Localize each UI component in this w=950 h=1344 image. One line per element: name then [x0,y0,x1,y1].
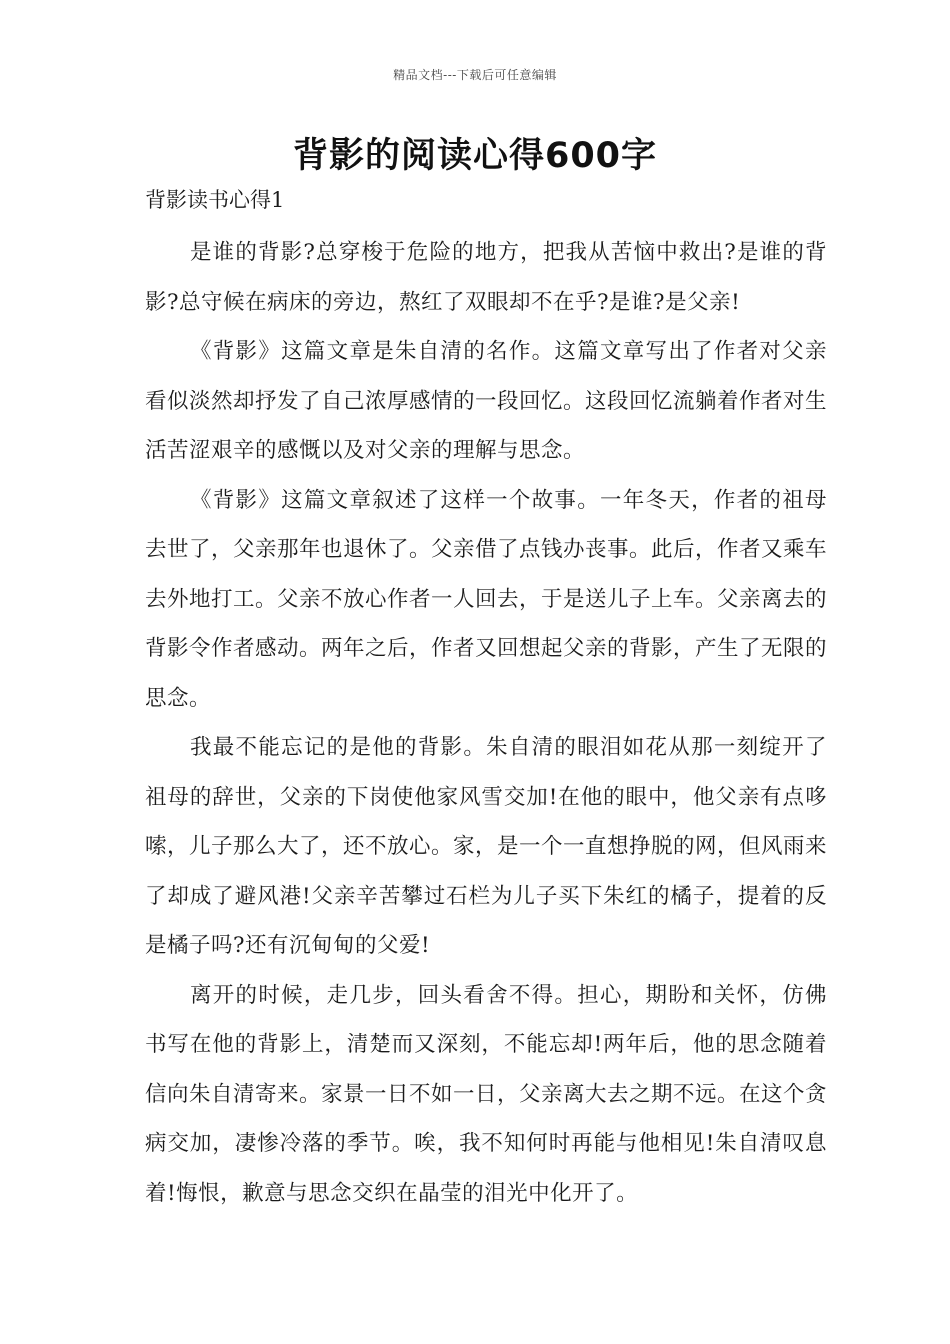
paragraph-3: 《背影》这篇文章叙述了这样一个故事。一年冬天，作者的祖母去世了，父亲那年也退休了。父亲借了点钱办丧事。此后，作者又乘车去外地打工。父亲不放心作者一人回去，于是送儿子上车。父亲离去的背影令作者感动。两年之后，作者又回想起父亲的背影，产生了无限的思念。 [145,487,828,711]
paragraph-1: 是谁的背影?总穿梭于危险的地方，把我从苦恼中救出?是谁的背影?总守候在病床的旁边，熬红了双眼却不在乎?是谁?是父亲! [145,240,827,315]
paragraph-2: 《背影》这篇文章是朱自清的名作。这篇文章写出了作者对父亲看似淡然却抒发了自己浓厚感情的一段回忆。这段回忆流躺着作者对生活苦涩艰辛的感慨以及对父亲的理解与思念。 [145,339,828,463]
article-body [145,228,827,1218]
page-header: 精品文档---下载后可任意编辑 [393,68,557,82]
paragraph-4: 我最不能忘记的是他的背影。朱自清的眼泪如花从那一刻绽开了祖母的辞世，父亲的下岗使他家风雪交加!在他的眼中，他父亲有点哆嗦，儿子那么大了，还不放心。家，是一个一直想挣脱的网，但风雨来了却成了避风港!父亲辛苦攀过石栏为儿子买下朱红的橘子，提着的反是橘子吗?还有沉甸甸的父爱! [145,735,828,958]
section-subtitle: 背影读书心得1 [145,188,285,212]
page-title: 背影的阅读心得600字 [292,136,658,176]
paragraph-5: 离开的时候，走几步，回头看舍不得。担心，期盼和关怀，仿佛书写在他的背影上，清楚而又深刻，不能忘却!两年后，他的思念随着信向朱自清寄来。家景一日不如一日，父亲离大去之期不远。在这个贪病交加，凄惨冷落的季节。唉，我不知何时再能与他相见!朱自清叹息着!悔恨，歉意与思念交织在晶莹的泪光中化开了。 [145,982,828,1206]
